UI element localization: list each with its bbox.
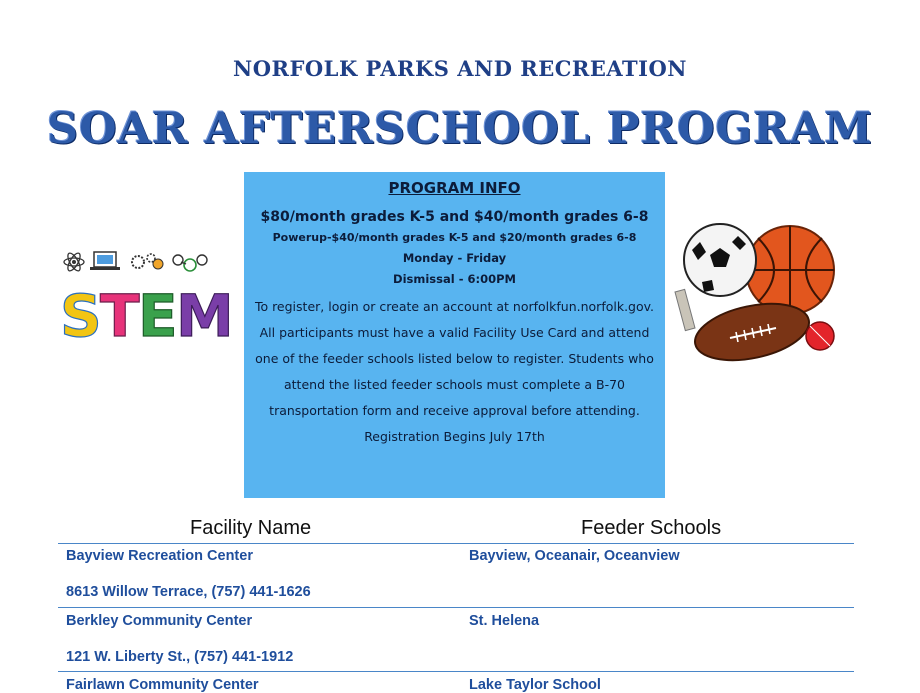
table-rule bbox=[58, 607, 854, 608]
instructions-text: To register, login or create an account at norfolkfun.norfolk.gov. All participants must have a valid Facility Use Card and attend one of the feeder schools listed below to register. Students who attend the listed feeder schools must complete a B-70 transportation form and receive approval before attending. bbox=[254, 299, 655, 418]
atom-icon bbox=[64, 251, 84, 272]
feeder-schools: Bayview, Oceanair, Oceanview bbox=[469, 548, 680, 564]
svg-text:T: T bbox=[100, 282, 140, 344]
stem-lettering bbox=[60, 282, 234, 344]
soccer-ball-icon bbox=[684, 224, 756, 296]
feeder-schools: St. Helena bbox=[469, 613, 540, 629]
monthly-fees: $80/month grades K-5 and $40/month grades 6-8 bbox=[260, 209, 649, 225]
gears-icon bbox=[132, 254, 163, 269]
program-title: SOAR AFTERSCHOOL PROGRAM bbox=[47, 104, 873, 154]
program-info-heading: PROGRAM INFO bbox=[388, 179, 521, 197]
stem-graphic bbox=[54, 244, 234, 344]
facility-name: Fairlawn Community Center bbox=[66, 677, 259, 693]
header-feeder-schools: Feeder Schools bbox=[581, 517, 722, 539]
powerup-fees: Powerup-$40/month grades K-5 and $20/month grades 6-8 bbox=[272, 231, 637, 244]
sports-balls-graphic bbox=[672, 220, 852, 370]
table-rule bbox=[58, 671, 854, 672]
molecule-icon bbox=[173, 255, 207, 271]
feeder-schools: Lake Taylor School bbox=[469, 677, 601, 693]
baseball-bat-icon bbox=[675, 289, 695, 330]
facility-name: Berkley Community Center bbox=[66, 613, 253, 629]
registration-date: Registration Begins July 17th bbox=[364, 429, 545, 444]
header-facility-name: Facility Name bbox=[190, 517, 312, 539]
facility-name: Bayview Recreation Center bbox=[66, 548, 253, 564]
organization-name: NORFOLK PARKS AND RECREATION bbox=[233, 56, 687, 81]
registration-instructions bbox=[244, 294, 665, 450]
facility-address: 8613 Willow Terrace, (757) 441-1626 bbox=[66, 584, 311, 600]
svg-text:M: M bbox=[176, 282, 234, 344]
dismissal-time: Dismissal - 6:00PM bbox=[393, 272, 516, 286]
program-info-box bbox=[244, 172, 665, 498]
basketball-icon bbox=[746, 226, 834, 314]
facility-address: 121 W. Liberty St., (757) 441-1912 bbox=[66, 649, 294, 665]
laptop-icon bbox=[90, 252, 120, 270]
svg-text:S: S bbox=[60, 282, 102, 344]
table-rule bbox=[58, 543, 854, 544]
svg-text:E: E bbox=[138, 282, 178, 344]
cricket-ball-icon bbox=[806, 322, 834, 350]
program-days: Monday - Friday bbox=[402, 251, 507, 265]
